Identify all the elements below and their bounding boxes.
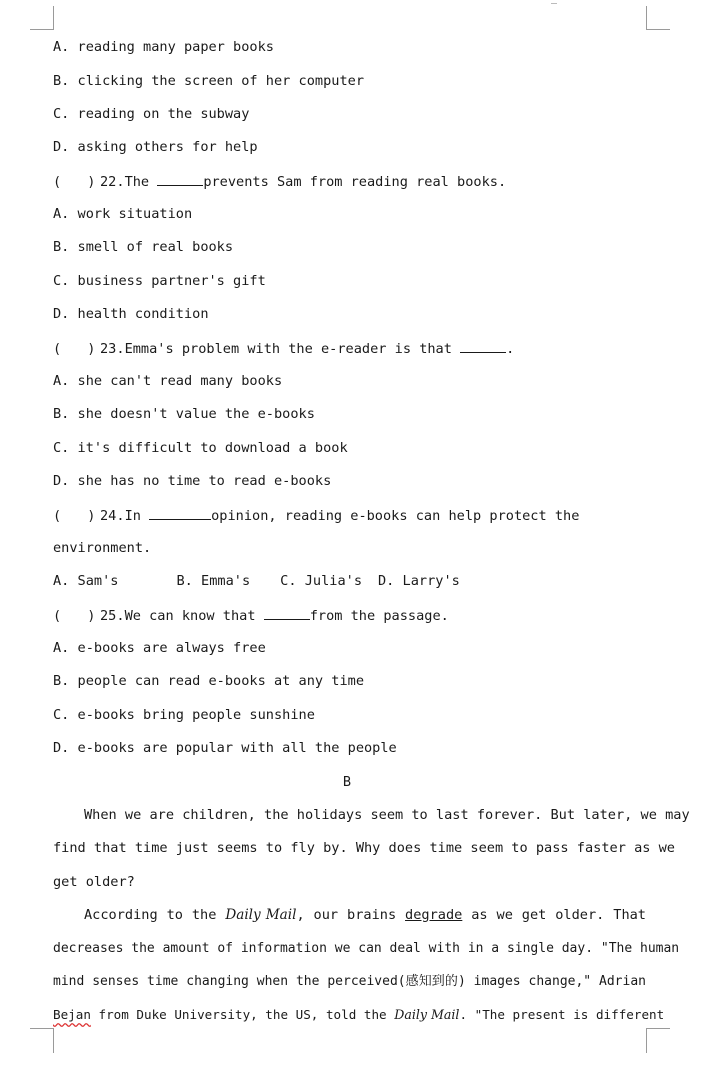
- question-24-continuation: environment.: [53, 540, 152, 556]
- question-number: 23.: [100, 341, 125, 357]
- q24-option-c: C. Julia's: [280, 573, 362, 589]
- passage-p1-line-2: find that time just seems to fly by. Why does time seem to pass faster as we: [53, 840, 675, 856]
- q23-option-c: C. it's difficult to download a book: [53, 440, 348, 456]
- q21-option-b: B. clicking the screen of her computer: [53, 73, 364, 89]
- answer-bracket[interactable]: ( ): [53, 174, 96, 190]
- passage-p1-line-3: get older?: [53, 874, 135, 890]
- q22-option-d: D. health condition: [53, 306, 209, 322]
- q22-option-b: B. smell of real books: [53, 239, 234, 255]
- question-stem-end: .: [506, 341, 515, 357]
- question-24: [53, 505, 653, 525]
- fill-in-blank[interactable]: [157, 171, 203, 186]
- source-name: Daily Mail: [225, 907, 297, 923]
- section-heading: B: [342, 774, 352, 790]
- q25-option-d: D. e-books are popular with all the people: [53, 740, 397, 756]
- q24-option-d: D. Larry's: [378, 573, 460, 589]
- question-22: [53, 171, 653, 191]
- question-stem: In: [124, 508, 150, 524]
- question-stem-end: opinion, reading e-books can help protect the: [211, 508, 580, 524]
- fill-in-blank[interactable]: [460, 338, 506, 353]
- question-stem: Emma's problem with the e-reader is that: [124, 341, 461, 357]
- q23-option-b: B. she doesn't value the e-books: [53, 406, 315, 422]
- page-edge-mark: [551, 0, 557, 4]
- q23-option-a: A. she can't read many books: [53, 373, 283, 389]
- q25-option-c: C. e-books bring people sunshine: [53, 707, 315, 723]
- q21-option-a: A. reading many paper books: [53, 39, 274, 55]
- question-25: [53, 605, 653, 625]
- fill-in-blank[interactable]: [264, 605, 310, 620]
- passage-p2-line-4: Bejan from Duke University, the US, told the Daily Mail. "The present is different: [53, 1007, 665, 1022]
- question-23: [53, 338, 653, 358]
- question-stem: The: [124, 174, 158, 190]
- q22-option-c: C. business partner's gift: [53, 273, 266, 289]
- q24-option-b: B. Emma's: [176, 573, 251, 589]
- answer-bracket[interactable]: ( ): [53, 341, 96, 357]
- answer-bracket[interactable]: ( ): [53, 608, 96, 624]
- question-number: 22.: [100, 174, 125, 190]
- answer-bracket[interactable]: ( ): [53, 508, 96, 524]
- question-stem: We can know that: [124, 608, 264, 624]
- crop-mark-top-left: [30, 6, 54, 30]
- passage-p2-line-3: mind senses time changing when the perceived(感知到的) images change," Adrian: [53, 974, 646, 989]
- source-name: Daily Mail: [394, 1007, 460, 1022]
- fill-in-blank[interactable]: [149, 505, 211, 520]
- passage-p2-line-1: According to the Daily Mail, our brains degrade as we get older. That: [84, 907, 646, 923]
- q25-option-b: B. people can read e-books at any time: [53, 673, 364, 689]
- passage-p1-line-1: When we are children, the holidays seem to last forever. But later, we may: [84, 807, 690, 823]
- underlined-word: degrade: [405, 907, 463, 923]
- q22-option-a: A. work situation: [53, 206, 193, 222]
- crop-mark-bottom-left: [30, 1028, 54, 1053]
- q21-option-d: D. asking others for help: [53, 139, 258, 155]
- question-stem-end: from the passage.: [309, 608, 449, 624]
- question-number: 24.: [100, 508, 125, 524]
- spellcheck-flagged-word: Bejan: [53, 1007, 91, 1022]
- crop-mark-bottom-right: [646, 1028, 670, 1053]
- q25-option-a: A. e-books are always free: [53, 640, 266, 656]
- q24-options-row: [53, 571, 653, 591]
- q23-option-d: D. she has no time to read e-books: [53, 473, 332, 489]
- q24-option-a: A. Sam's: [53, 573, 119, 589]
- question-number: 25.: [100, 608, 125, 624]
- passage-p2-line-2: decreases the amount of information we can deal with in a single day. "The human: [53, 941, 680, 956]
- q21-option-c: C. reading on the subway: [53, 106, 250, 122]
- crop-mark-top-right: [646, 6, 670, 30]
- question-stem-end: prevents Sam from reading real books.: [203, 174, 507, 190]
